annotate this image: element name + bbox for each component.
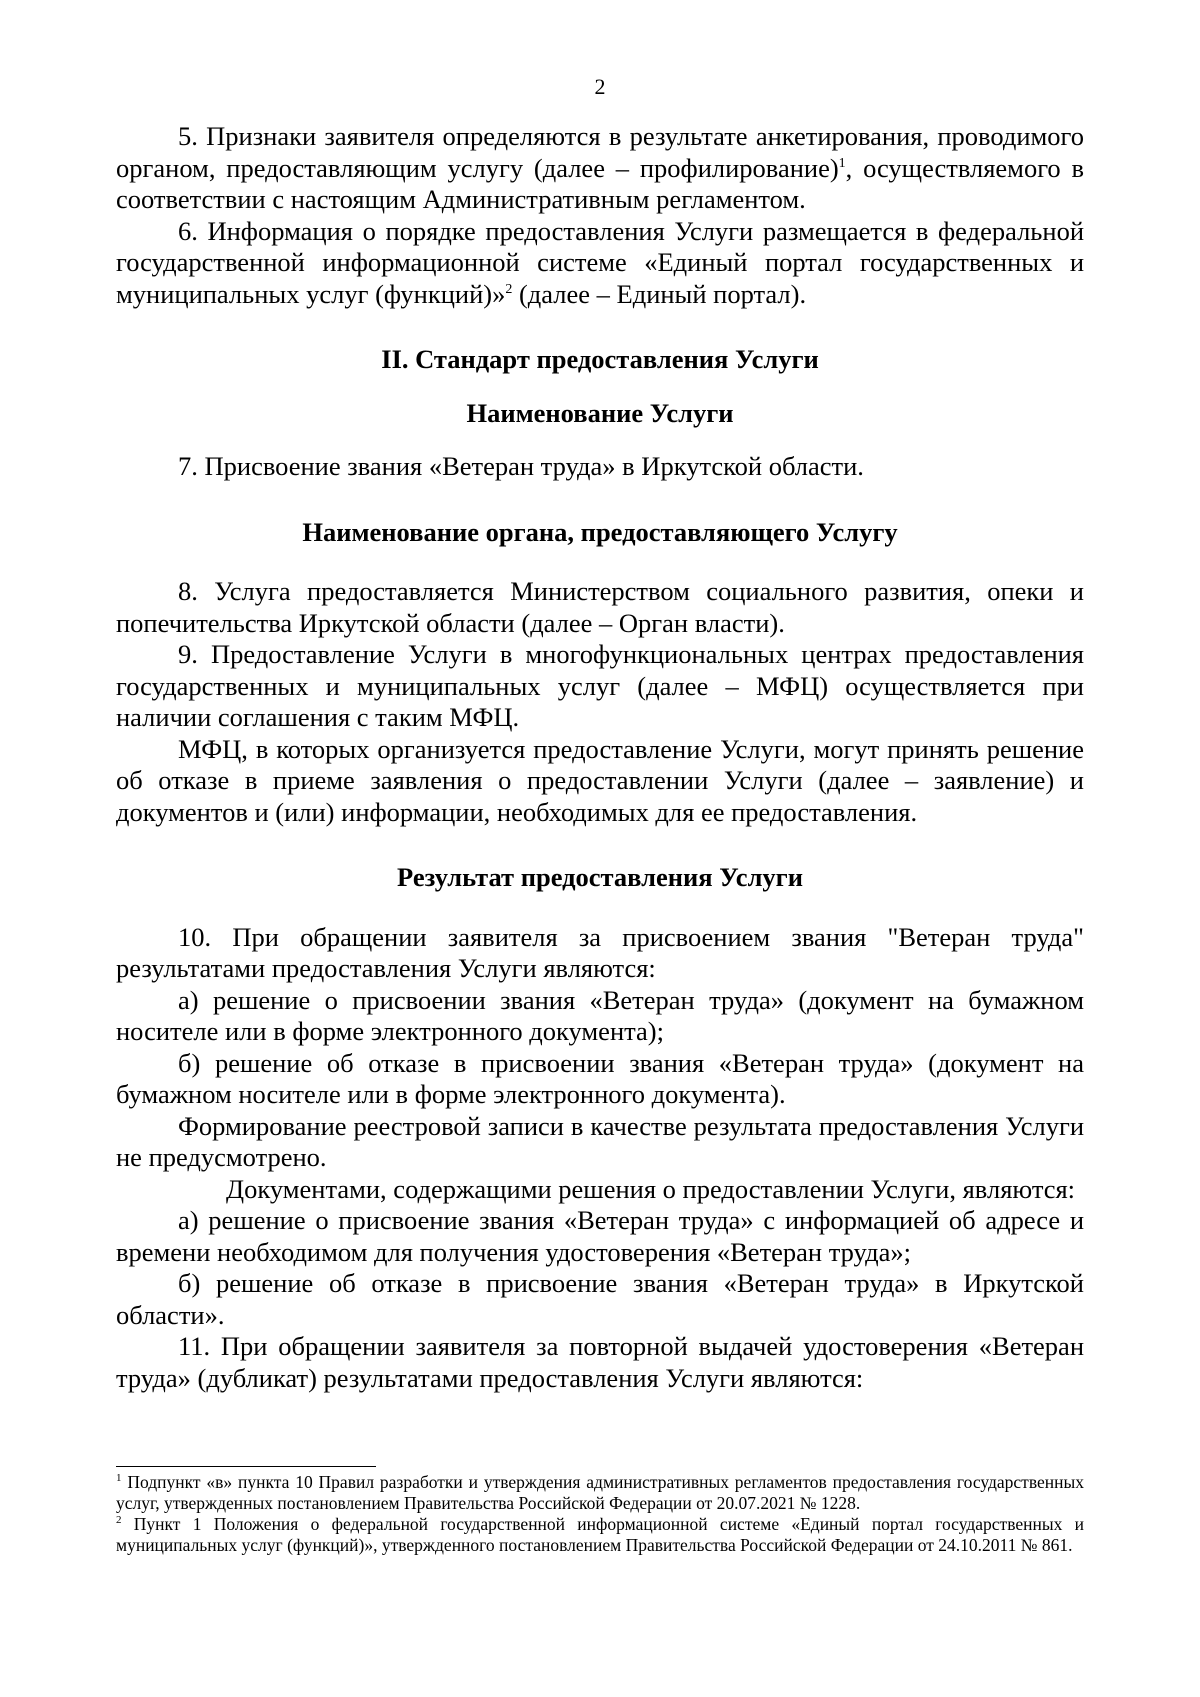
paragraph-10-registry: Формирование реестровой записи в качестве результата предоставления Услуги не предусмотрено. <box>116 1110 1084 1172</box>
paragraph-10: 10. При обращении заявителя за присвоением звания "Ветеран труда" результатами предоставления Услуги являются: <box>116 921 1084 983</box>
footnote-mark-2: 2 <box>116 1514 122 1527</box>
paragraph-5 <box>116 121 1084 216</box>
document-body <box>116 121 1084 1394</box>
paragraph-5-text: 5. Признаки заявителя определяются в результате анкетирования, проводимого органом, предоставляющим услугу (далее – профилирование) <box>116 121 1084 183</box>
footnote-ref-2: 2 <box>505 281 513 297</box>
paragraph-9-mfc: МФЦ, в которых организуется предоставление Услуги, могут принять решение об отказе в приеме заявления о предоставлении Услуги (далее – заявление) и документов и (или) информации, необходимых для ее предоставления. <box>116 733 1084 827</box>
heading-service-name: Наименование Услуги <box>466 397 734 428</box>
footnote-1-text: Подпункт «в» пункта 10 Правил разработки и утверждения административных регламентов предоставления государственных услуг, утвержденных постановлением Правительства Российской Федерации от 20.07.2021 № 1228. <box>116 1472 1084 1513</box>
heading-result: Результат предоставления Услуги <box>397 862 803 892</box>
section-heading: II. Стандарт предоставления Услуги <box>381 344 819 374</box>
paragraph-11: 11. При обращении заявителя за повторной выдачей удостоверения «Ветеран труда» (дубликат) результатами предоставления Услуги являются: <box>116 1331 1084 1393</box>
footnote-2 <box>116 1514 1084 1556</box>
footnote-mark-1: 1 <box>116 1472 122 1485</box>
paragraph-10-b: б) решение об отказе в присвоении звания «Ветеран труда» (документ на бумажном носителе или в форме электронного документа). <box>116 1047 1084 1109</box>
footnote-ref-1: 1 <box>838 155 846 171</box>
heading-organ: Наименование органа, предоставляющего Услугу <box>302 516 898 547</box>
page-number: 2 <box>594 74 606 99</box>
footnote-2-text: Пункт 1 Положения о федеральной государственной информационной системе «Единый портал государственных и муниципальных услуг (функций)», утвержденного постановлением Правительства Российской Федерации от 24.10.2011 № 861. <box>116 1514 1084 1555</box>
paragraph-5-tail: , осуществляемого в соответствии с настоящим Административным регламентом. <box>116 152 1084 214</box>
footnotes <box>116 1472 1084 1556</box>
paragraph-8: 8. Услуга предоставляется Министерством социального развития, опеки и попечительства Иркутской области (далее – Орган власти). <box>116 576 1084 638</box>
paragraph-10-docs-a: а) решение о присвоение звания «Ветеран труда» с информацией об адресе и времени необходимом для получения удостоверения «Ветеран труда»; <box>116 1205 1084 1267</box>
paragraph-6 <box>116 216 1084 311</box>
paragraph-6-text: 6. Информация о порядке предоставления Услуги размещается в федеральной государственной информационной системе «Единый портал государственных и муниципальных услуг (функций)» <box>116 215 1084 309</box>
footnote-divider <box>116 1466 376 1467</box>
paragraph-10-a: а) решение о присвоении звания «Ветеран труда» (документ на бумажном носителе или в форме электронного документа); <box>116 984 1084 1046</box>
paragraph-10-docs-b: б) решение об отказе в присвоение звания «Ветеран труда» в Иркутской области». <box>116 1268 1084 1330</box>
paragraph-10-docs: Документами, содержащими решения о предоставлении Услуги, являются: <box>226 1173 1076 1204</box>
paragraph-6-tail: (далее – Единый портал). <box>512 278 807 309</box>
paragraph-9: 9. Предоставление Услуги в многофункциональных центрах предоставления государственных и муниципальных услуг (далее – МФЦ) осуществляется при наличии соглашения с таким МФЦ. <box>116 639 1084 732</box>
footnote-1 <box>116 1472 1084 1514</box>
paragraph-7: 7. Присвоение звания «Ветеран труда» в Иркутской области. <box>178 451 864 481</box>
